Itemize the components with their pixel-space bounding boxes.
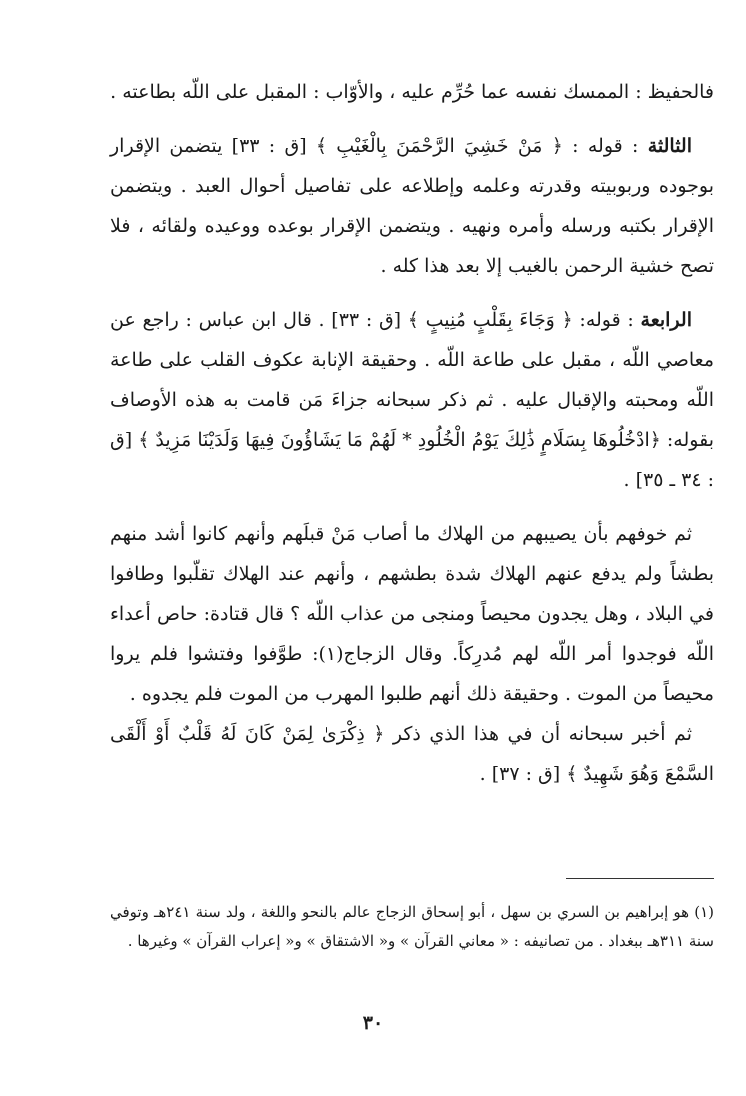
footnote-1: (١) هو إبراهيم بن السري بن سهل ، أبو إسحاق الزجاج عالم بالنحو واللغة ، ولد سنة ٢٤١هـ وتوفي سنة ٣١١هـ ببغداد . من تصانيفه : « معاني القرآن » و« الاشتقاق » و« إعراب القرآن » وغيرها . bbox=[110, 903, 714, 950]
paragraph-reminder: ثم أخبر سبحانه أن في هذا الذي ذكر ﴿ ذِكْرَىٰ لِمَنْ كَانَ لَهُ قَلْبٌ أَوْ أَلْقَى السَّمْعَ وَهُوَ شَهِيدٌ ﴾ [ق : ٣٧] . bbox=[110, 723, 714, 785]
third-text: : قوله : ﴿ مَنْ خَشِيَ الرَّحْمَنَ بِالْغَيْبِ ﴾ [ق : ٣٣] يتضمن الإقرار بوجوده وربوبيته وقدرته وعلمه وإطلاعه على تفاصيل أحوال العبد . ويتضمن الإقرار بكتبه ورسله وأمره ونهيه . ويتضمن الإقرار بوعده ووعيده ولقائه ، فلا تصح خشية الرحمن بالغيب إلا بعد هذا كله . bbox=[110, 135, 714, 277]
fourth-text: : قوله: ﴿ وَجَاءَ بِقَلْبٍ مُنِيبٍ ﴾ [ق : ٣٣] . قال ابن عباس : راجع عن معاصي اللّه ، مقبل على طاعة اللّه . وحقيقة الإنابة عكوف القلب على طاعة اللّه ومحبته والإقبال عليه . ثم ذكر سبحانه جزاءَ مَن قامت به هذه الأوصاف بقوله: ﴿ادْخُلُوهَا بِسَلَامٍ ذَٰلِكَ يَوْمُ الْخُلُودِ * لَهُمْ مَا يَشَاؤُونَ فِيهَا وَلَدَيْنَا مَزِيدٌ ﴾ [ق : ٣٤ ـ ٣٥] . bbox=[110, 309, 714, 491]
page-body bbox=[110, 72, 714, 794]
footnote-divider bbox=[566, 878, 714, 879]
fourth-label: الرابعة bbox=[640, 309, 692, 331]
page-number: ٣٠ bbox=[362, 1012, 384, 1034]
paragraph-warning: ثم خوفهم بأن يصيبهم من الهلاك ما أصاب مَنْ قبلَهم وأنهم كانوا أشد منهم بطشاً ولم يدفع عنهم الهلاك شدة بطشهم ، وأنهم عند الهلاك تقلّبوا وطافوا في البلاد ، وهل يجدون محيصاً ومنجى من عذاب اللّه ؟ قال قتادة: حاص أعداء اللّه فوجدوا أمر اللّه لهم مُدرِكاً. وقال الزجاج(١): طوَّفوا وفتشوا فلم يروا محيصاً من الموت . وحقيقة ذلك أنهم طلبوا المهرب من الموت فلم يجدوه . bbox=[110, 523, 714, 705]
third-label: الثالثة bbox=[647, 135, 693, 157]
paragraph-fourth bbox=[110, 300, 714, 500]
footnotes bbox=[110, 898, 714, 956]
paragraph-third bbox=[110, 126, 714, 286]
paragraph-hafeez: فالحفيظ : الممسك نفسه عما حُرِّم عليه ، والأوّاب : المقبل على اللّه بطاعته . bbox=[110, 81, 714, 103]
